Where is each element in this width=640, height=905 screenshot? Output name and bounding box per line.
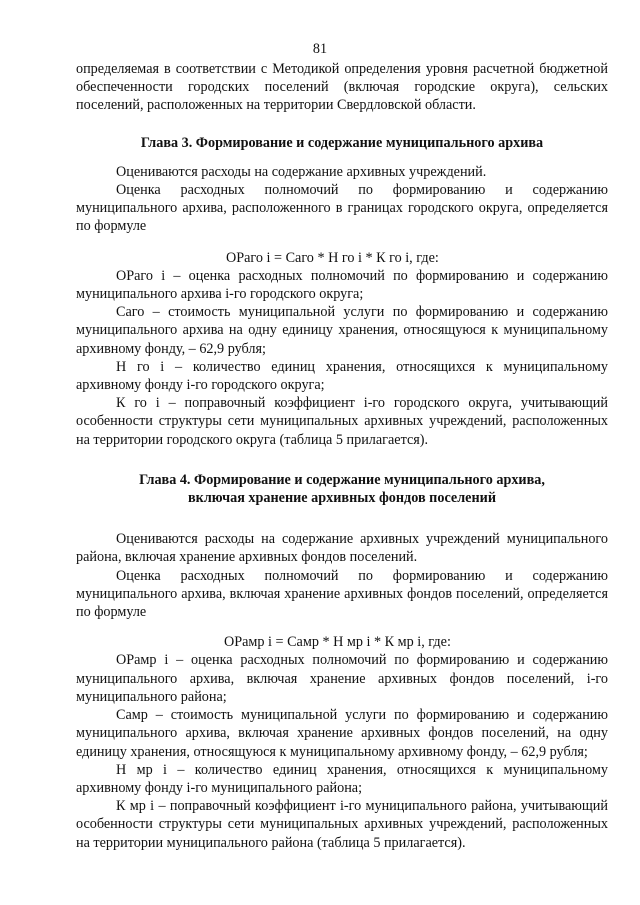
chapter-3-title: Глава 3. Формирование и содержание муниципального архива [140, 134, 544, 151]
chapter-3-formula: ОРаго i = Саго * Н го i * К го i, где: [226, 249, 439, 266]
intro-paragraph: определяемая в соответствии с Методикой определения уровня расчетной бюджетной обеспеченности городских поселений (включая городские округа), сельских поселений, расположенных на территории Свердловской области. [76, 61, 608, 114]
chapter-3-definition-oragoi: ОРаго i – оценка расходных полномочий по формированию и содержанию муниципального архива i-го городского округа; [76, 267, 608, 303]
chapter-4-definition-oramri: ОРамр i – оценка расходных полномочий по формированию и содержанию муниципального архива, включая хранение архивных фондов поселений, i-го муниципального района; [76, 652, 608, 705]
chapter-3-definition-ngoi: Н го i – количество единиц хранения, относящихся к муниципальному архивному фонду i-го городского округа; [76, 358, 608, 394]
page-number: 81 [312, 41, 328, 57]
chapter-4-definition-samr: Самр – стоимость муниципальной услуги по формированию и содержанию муниципального архива, включая хранение архивных фондов поселений, на одну единицу хранения, относящуюся к муниципальному архивному фонду, – 62,9 рубля; [76, 707, 608, 760]
chapter-4-title [76, 471, 608, 507]
chapter-3-definition-kgoi: К го i – поправочный коэффициент i-го городского округа, учитывающий особенности структуры сети муниципальных архивных учреждений, расположенных на территории городского округа (таблица 5 прилагается). [76, 395, 608, 448]
chapter-4-formula: ОРамр i = Самр * Н мр i * К мр i, где: [224, 634, 451, 651]
chapter-3-paragraph-2: Оценка расходных полномочий по формированию и содержанию муниципального архива, расположенного в границах городского округа, определяется по формуле [76, 182, 608, 235]
chapter-4-definition-nmri: Н мр i – количество единиц хранения, относящихся к муниципальному архивному фонду i-го муниципального района; [76, 761, 608, 796]
chapter-3-definition-sago: Саго – стоимость муниципальной услуги по формированию и содержанию муниципального архива на одну единицу хранения, относящуюся к муниципальному архивному фонду, – 62,9 рубля; [76, 304, 608, 357]
chapter-4-title-line-1: Глава 4. Формирование и содержание муниципального архива, [139, 471, 545, 488]
document-body [76, 60, 608, 852]
chapter-4-definition-kmri: К мр i – поправочный коэффициент i-го муниципального района, учитывающий особенности структуры сети муниципальных архивных учреждений, расположенных на территории муниципального района (таблица 5 прилагается). [76, 798, 608, 851]
chapter-3-paragraph-1: Оцениваются расходы на содержание архивных учреждений. [116, 163, 487, 180]
chapter-4-paragraph-1: Оцениваются расходы на содержание архивных учреждений муниципального района, включая хранение архивных фондов поселений. [76, 531, 608, 566]
chapter-4-title-line-2: включая хранение архивных фондов поселений [188, 490, 496, 507]
chapter-4-paragraph-2: Оценка расходных полномочий по формированию и содержанию муниципального архива, включая хранение архивных фондов поселений, определяется по формуле [76, 567, 608, 621]
